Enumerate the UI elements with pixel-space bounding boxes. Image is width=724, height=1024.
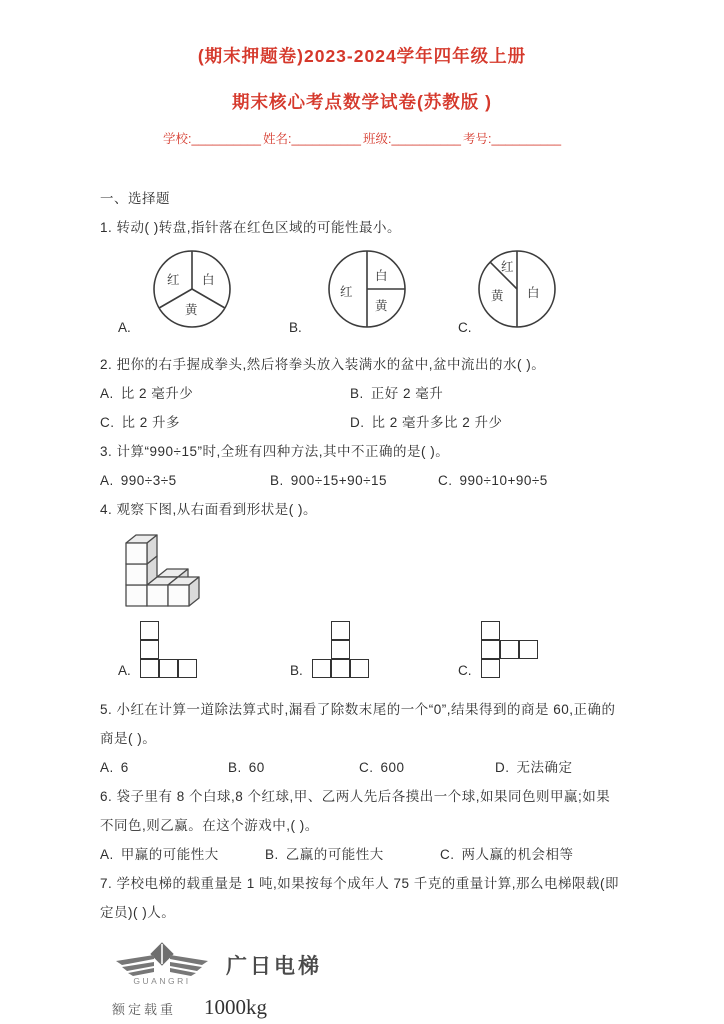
spinner-b-white-label: 白 bbox=[375, 269, 388, 283]
q6-option-c-text: 两人赢的机会相等 bbox=[461, 847, 574, 862]
q3-option-c-letter: C. bbox=[438, 473, 453, 488]
q5-options-row bbox=[100, 753, 624, 782]
q5-option-a bbox=[100, 753, 228, 782]
q2-options-row-2 bbox=[100, 408, 624, 437]
q3-options-row bbox=[100, 466, 624, 495]
spinner-c-white-label: 白 bbox=[527, 286, 540, 300]
q1-option-a-letter: A. bbox=[118, 320, 131, 335]
q3-option-a-letter: A. bbox=[100, 473, 114, 488]
info-label-school: 学校: bbox=[162, 132, 192, 146]
q6-option-a-letter: A. bbox=[100, 847, 114, 862]
q4-option-c-letter: C. bbox=[458, 663, 472, 678]
q3-option-a bbox=[100, 466, 270, 495]
q5-option-c bbox=[359, 753, 495, 782]
q5-option-b-letter: B. bbox=[228, 760, 242, 775]
q2-option-b bbox=[350, 379, 624, 408]
q2-option-a-text: 比 2 毫升少 bbox=[120, 386, 194, 401]
q2-option-d bbox=[350, 408, 624, 437]
q2-option-b-letter: B. bbox=[350, 386, 364, 401]
q2-option-d-letter: D. bbox=[350, 415, 365, 430]
info-label-name: 姓名: bbox=[262, 132, 292, 146]
info-label-number: 考号: bbox=[463, 132, 492, 146]
q4-cube-figure bbox=[112, 528, 624, 617]
info-field-number bbox=[463, 132, 561, 146]
question-6-text: 6. 袋子里有 8 个白球,8 个红球,甲、乙两人先后各摸出一个球,如果同色则甲赢;如果不同色,则乙赢。在这个游戏中,( )。 bbox=[100, 789, 611, 833]
info-field-class bbox=[363, 132, 461, 146]
question-5-text: 5. 小红在计算一道除法算式时,漏看了除数末尾的一个“0”,结果得到的商是 60,正确的商是( )。 bbox=[100, 702, 616, 746]
q6-option-c-letter: C. bbox=[440, 847, 455, 862]
q4-options-row bbox=[100, 621, 624, 681]
info-blank-school: __________ bbox=[191, 132, 261, 146]
q4-option-c-shape bbox=[481, 621, 541, 681]
q5-option-d-letter: D. bbox=[495, 760, 510, 775]
guangri-wings-logo-icon bbox=[110, 939, 214, 991]
q2-option-c-text: 比 2 升多 bbox=[121, 415, 181, 430]
q2-option-c bbox=[100, 408, 350, 437]
question-2-text: 2. 把你的右手握成拳头,然后将拳头放入装满水的盆中,盆中流出的水( )。 bbox=[100, 357, 546, 372]
rated-load-line bbox=[112, 995, 624, 1020]
elevator-brand-name: 广日电梯 bbox=[226, 955, 322, 978]
q6-option-a bbox=[100, 840, 265, 869]
q4-option-b bbox=[290, 621, 458, 681]
spinner-a-white-label: 白 bbox=[202, 273, 215, 287]
q4-option-a-shape bbox=[140, 621, 200, 681]
q4-option-a bbox=[118, 621, 290, 681]
q3-option-c-text: 990÷10+90÷5 bbox=[459, 473, 548, 488]
q6-option-b bbox=[265, 840, 440, 869]
exam-title: (期末押题卷)2023-2024学年四年级上册 bbox=[197, 46, 527, 66]
info-field-school bbox=[163, 132, 261, 146]
q2-options-row-1 bbox=[100, 379, 624, 408]
q4-option-b-shape bbox=[312, 621, 372, 681]
spinner-a-figure bbox=[140, 244, 245, 336]
q2-option-d-text: 比 2 毫升多比 2 升少 bbox=[371, 415, 503, 430]
exam-subtitle: 期末核心考点数学试卷(苏教版 ) bbox=[231, 92, 493, 112]
rated-load-label: 额定载重 bbox=[112, 1002, 177, 1017]
q5-option-b-text: 60 bbox=[248, 760, 265, 775]
q5-option-a-letter: A. bbox=[100, 760, 114, 775]
q5-option-d-text: 无法确定 bbox=[516, 760, 573, 775]
q3-option-b-text: 900÷15+90÷15 bbox=[290, 473, 388, 488]
guangri-logo-text: GUANGRI bbox=[133, 976, 191, 986]
q2-option-c-letter: C. bbox=[100, 415, 115, 430]
spinner-a-red-label: 红 bbox=[167, 273, 180, 287]
info-label-class: 班级: bbox=[363, 132, 392, 146]
spinner-c-yellow-label: 黄 bbox=[491, 289, 504, 303]
q6-option-b-text: 乙赢的可能性大 bbox=[285, 847, 384, 862]
info-field-name bbox=[263, 132, 361, 146]
q5-option-a-text: 6 bbox=[120, 760, 129, 775]
spinner-c-figure bbox=[465, 244, 570, 336]
spinner-b-red-label: 红 bbox=[340, 285, 353, 299]
info-blank-number: __________ bbox=[491, 132, 562, 146]
elevator-logo-block bbox=[110, 937, 624, 993]
spinner-b-yellow-label: 黄 bbox=[375, 299, 388, 313]
spinner-a-yellow-label: 黄 bbox=[185, 303, 198, 317]
question-4-text: 4. 观察下图,从右面看到形状是( )。 bbox=[100, 502, 318, 517]
q6-options-row bbox=[100, 840, 624, 869]
question-1-text: 1. 转动( )转盘,指针落在红色区域的可能性最小。 bbox=[100, 220, 402, 235]
spinner-c-red-label: 红 bbox=[501, 260, 514, 274]
q5-option-c-letter: C. bbox=[359, 760, 374, 775]
q4-option-b-letter: B. bbox=[290, 663, 303, 678]
spinner-b-figure bbox=[315, 244, 420, 336]
q3-option-c bbox=[438, 466, 624, 495]
q4-option-c bbox=[458, 621, 624, 681]
q5-option-d bbox=[495, 753, 624, 782]
q3-option-a-text: 990÷3÷5 bbox=[120, 473, 177, 488]
info-blank-class: __________ bbox=[391, 132, 462, 146]
q3-option-b bbox=[270, 466, 438, 495]
rated-load-value: 1000kg bbox=[204, 995, 268, 1019]
q1-option-b-letter: B. bbox=[289, 320, 302, 335]
q6-option-a-text: 甲赢的可能性大 bbox=[120, 847, 219, 862]
q5-option-b bbox=[228, 753, 359, 782]
q1-option-c-letter: C. bbox=[458, 320, 472, 335]
q2-option-a bbox=[100, 379, 350, 408]
q2-option-b-text: 正好 2 毫升 bbox=[370, 386, 444, 401]
q6-option-c bbox=[440, 840, 624, 869]
student-info-line bbox=[100, 130, 624, 148]
question-7-text: 7. 学校电梯的载重量是 1 吨,如果按每个成年人 75 千克的重量计算,那么电梯限载(即定员)( )人。 bbox=[100, 876, 620, 920]
q6-option-b-letter: B. bbox=[265, 847, 279, 862]
q2-option-a-letter: A. bbox=[100, 386, 114, 401]
question-3-text: 3. 计算“990÷15”时,全班有四种方法,其中不正确的是( )。 bbox=[100, 444, 450, 459]
info-blank-name: __________ bbox=[291, 132, 361, 146]
q5-option-c-text: 600 bbox=[380, 760, 405, 775]
q1-spinner-figures bbox=[100, 244, 624, 344]
section-heading: 一、选择题 bbox=[100, 191, 170, 206]
q4-option-a-letter: A. bbox=[118, 663, 131, 678]
q3-option-b-letter: B. bbox=[270, 473, 284, 488]
